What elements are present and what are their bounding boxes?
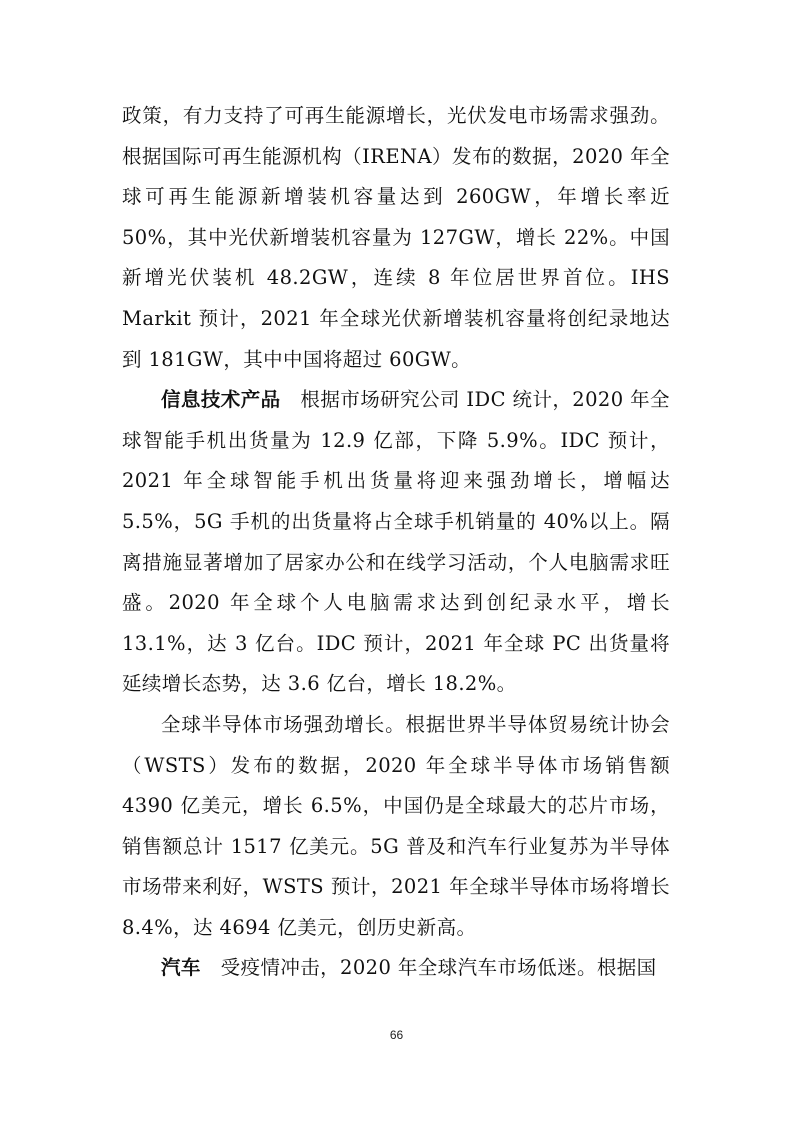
paragraph-automobile	[122, 948, 670, 989]
section-heading-it-products: 信息技术产品	[161, 388, 281, 412]
paragraph-text	[207, 956, 214, 979]
paragraph-text: 受疫情冲击，2020 年全球汽车市场低迷。根据国	[220, 956, 657, 980]
paragraph-semiconductor	[122, 705, 670, 949]
paragraph-text: 根据市场研究公司 IDC 统计，2020 年全球智能手机出货量为 12.9 亿部，下降 5.9%。IDC 预计，2021 年全球智能手机出货量将迎来强劲增长，增幅达 5.5%，5G 手机的出货量将占全球手机销量的 40%以上。隔离措施显著增加了居家办公和在线学习活动，个人电脑需求旺盛。2020 年全球个人电脑需求达到创纪录水平，增长 13.1%，达 3 亿台。IDC 预计，2021 年全球 PC 出货量将延续增长态势，达 3.6 亿台，增长 18.2%。	[122, 388, 670, 696]
page-number: 66	[389, 1028, 404, 1042]
paragraph-text: 政策，有力支持了可再生能源增长，光伏发电市场需求强劲。根据国际可再生能源机构（IRENA）发布的数据，2020 年全球可再生能源新增装机容量达到 260GW，年增长率近 50%，其中光伏新增装机容量为 127GW，增长 22%。中国新增光伏装机 48.2GW，连续 8 年位居世界首位。IHS Markit 预计，2021 年全球光伏新增装机容量将创纪录地达到 181GW，其中中国将超过 60GW。	[122, 104, 670, 371]
paragraph-text: 全球半导体市场强劲增长。根据世界半导体贸易统计协会（WSTS）发布的数据，2020 年全球半导体市场销售额 4390 亿美元，增长 6.5%，中国仍是全球最大的芯片市场，销售额总计 1517 亿美元。5G 普及和汽车行业复苏为半导体市场带来利好，WSTS 预计，2021 年全球半导体市场将增长 8.4%，达 4694 亿美元，创历史新高。	[122, 712, 670, 939]
body-text	[122, 96, 670, 989]
section-heading-automobile: 汽车	[161, 956, 201, 980]
paragraph-it-products	[122, 380, 670, 705]
paragraph-solar-continued	[122, 96, 670, 380]
paragraph-text	[287, 388, 294, 411]
